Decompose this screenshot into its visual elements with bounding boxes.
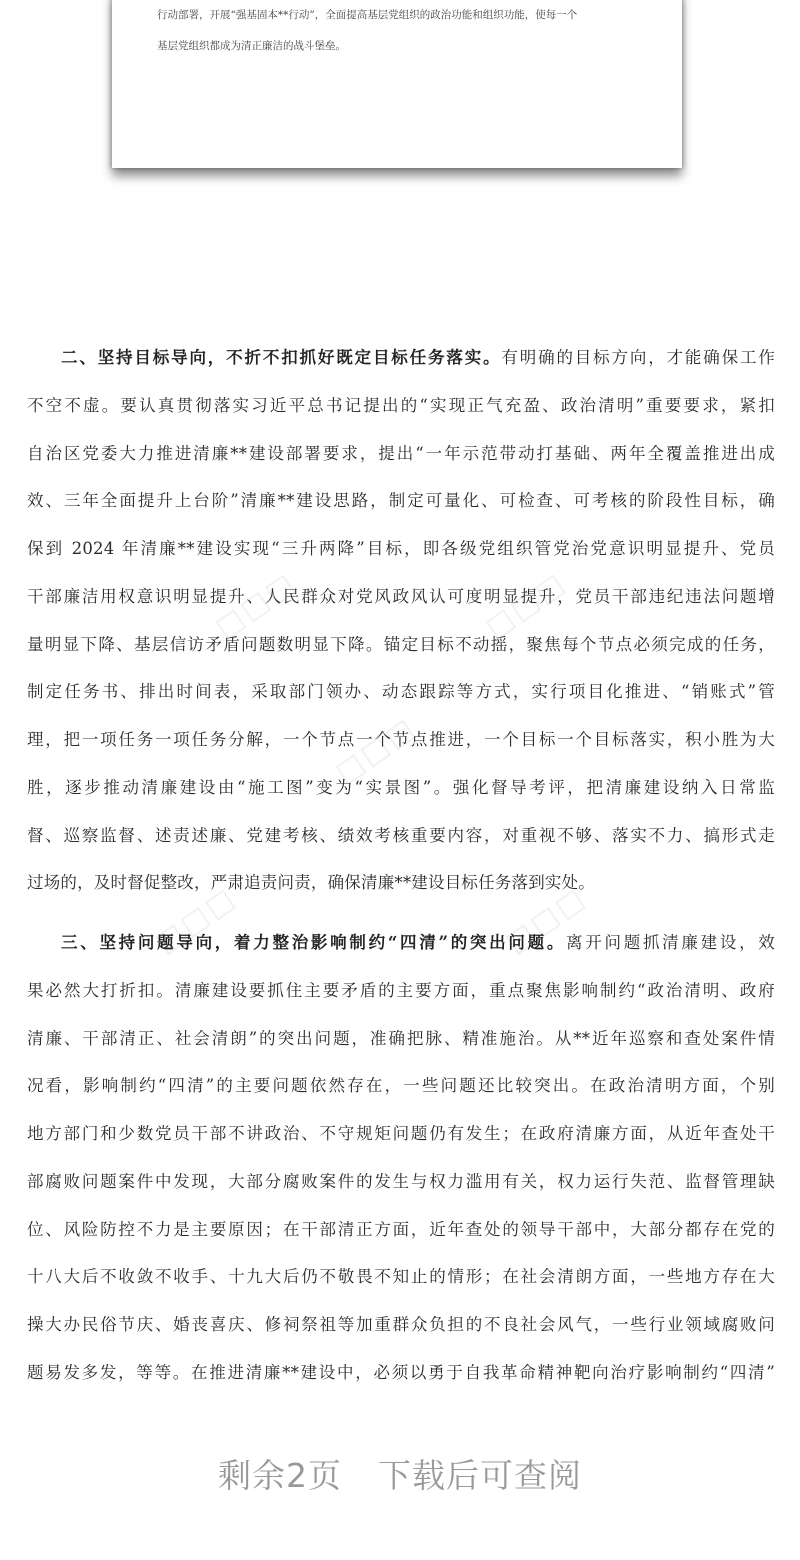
section-2-first-line: 有明确的目标方向，才能确保工作 xyxy=(501,348,776,367)
paragraph-line: 操大办民俗节庆、婚丧喜庆、修祠祭祖等加重群众负担的不良社会风气，一些行业领域腐败问 xyxy=(27,1315,775,1334)
paragraph-line xyxy=(27,923,775,971)
paragraph-line xyxy=(27,338,775,386)
paragraph-line: 不空不虚。要认真贯彻落实习近平总书记提出的“实现正气充盈、政治清明”重要要求，紧扣 xyxy=(27,395,775,415)
paragraph-gap xyxy=(27,911,775,923)
paragraph-line: 自治区党委大力推进清廉**建设部署要求，提出“一年示范带动打基础、两年全覆盖推进出成 xyxy=(27,443,775,463)
paragraph-line: 部腐败问题案件中发现，大部分腐败案件的发生与权力滥用有关，权力运行失范、监督管理缺 xyxy=(27,1171,775,1191)
section-3-heading: 三、坚持问题导向，着力整治影响制约“四清”的突出问题。 xyxy=(61,933,567,952)
paragraph-line: 过场的，及时督促整改，严肃追责问责，确保清廉**建设目标任务落到实处。 xyxy=(27,873,595,893)
paragraph-line: 效、三年全面提升上台阶”清廉**建设思路，制定可量化、可检查、可考核的阶段性目标，确 xyxy=(27,491,775,511)
paragraph-line: 量明显下降、基层信访矛盾问题数明显下降。锚定目标不动摇，聚焦每个节点必须完成的任务， xyxy=(27,634,775,654)
download-to-read-label: 下载后可查阅 xyxy=(378,1456,582,1495)
page-preview-card xyxy=(112,0,682,168)
preview-line: 行动部署，开展“强基固本**行动”，全面提高基层党组织的政治功能和组织功能，使每一个 xyxy=(157,9,578,21)
watermark-logo: ◻◻◻ xyxy=(496,877,594,963)
remaining-pages-label: 剩余2页 xyxy=(218,1456,342,1495)
paragraph-line: 况看，影响制约“四清”的主要问题依然存在，一些问题还比较突出。在政治清明方面，个别 xyxy=(27,1076,775,1096)
paragraph-line: 十八大后不收敛不收手、十九大后仍不敬畏不知止的情形；在社会清朗方面，一些地方存在大 xyxy=(27,1267,775,1287)
paragraph-line: 清廉、干部清正、社会清朗”的突出问题，准确把脉、精准施治。从**近年巡察和查处案件情 xyxy=(27,1028,775,1048)
section-2-heading: 二、坚持目标导向，不折不扣抓好既定目标任务落实。 xyxy=(61,348,502,367)
watermark-logo: ◻◻◻ xyxy=(146,877,244,963)
paragraph-line: 制定任务书、排出时间表，采取部门领办、动态跟踪等方式，实行项目化推进、“销账式”管 xyxy=(27,682,775,702)
paragraph-line: 位、风险防控不力是主要原因；在干部清正方面，近年查处的领导干部中，大部分都存在党的 xyxy=(27,1219,775,1239)
preview-text xyxy=(157,0,657,62)
section-3-paragraph xyxy=(27,923,775,1401)
paragraph-line: 胜，逐步推动清廉建设由“施工图”变为“实景图”。强化督导考评，把清廉建设纳入日常监 xyxy=(27,777,775,797)
paragraph-line: 保到 2024 年清廉**建设实现“三升两降”目标，即各级党组织管党治党意识明显提升、党员 xyxy=(27,539,775,558)
paragraph-line: 督、巡察监督、述责述廉、党建考核、绩效考核重要内容，对重视不够、落实不力、搞形式走 xyxy=(27,825,775,845)
watermark-logo: ◻◻◻ xyxy=(326,707,424,793)
paragraph-line: 果必然大打折扣。清廉建设要抓住主要矛盾的主要方面，重点聚焦影响制约“政治清明、政府 xyxy=(27,980,775,1000)
paragraph-line: 理，把一项任务一项任务分解，一个节点一个节点推进，一个目标一个目标落实，积小胜为大 xyxy=(27,730,775,749)
download-notice[interactable] xyxy=(0,1450,800,1497)
watermark-logo: ◻◻◻ xyxy=(206,562,304,648)
section-2-paragraph xyxy=(27,338,775,911)
paragraph-line: 干部廉洁用权意识明显提升、人民群众对党风政风认可度明显提升，党员干部违纪违法问题增 xyxy=(27,586,775,606)
section-3-first-line: 离开问题抓清廉建设，效 xyxy=(566,933,775,952)
paragraph-line: 题易发多发，等等。在推进清廉**建设中，必须以勇于自我革命精神靶向治疗影响制约“四清” xyxy=(27,1362,775,1382)
article-body xyxy=(27,338,775,1401)
watermark-logo: ◻◻◻ xyxy=(476,562,574,648)
paragraph-line: 地方部门和少数党员干部不讲政治、不守规矩问题仍有发生；在政府清廉方面，从近年查处干 xyxy=(27,1124,775,1143)
preview-line: 基层党组织都成为清正廉洁的战斗堡垒。 xyxy=(157,40,346,52)
